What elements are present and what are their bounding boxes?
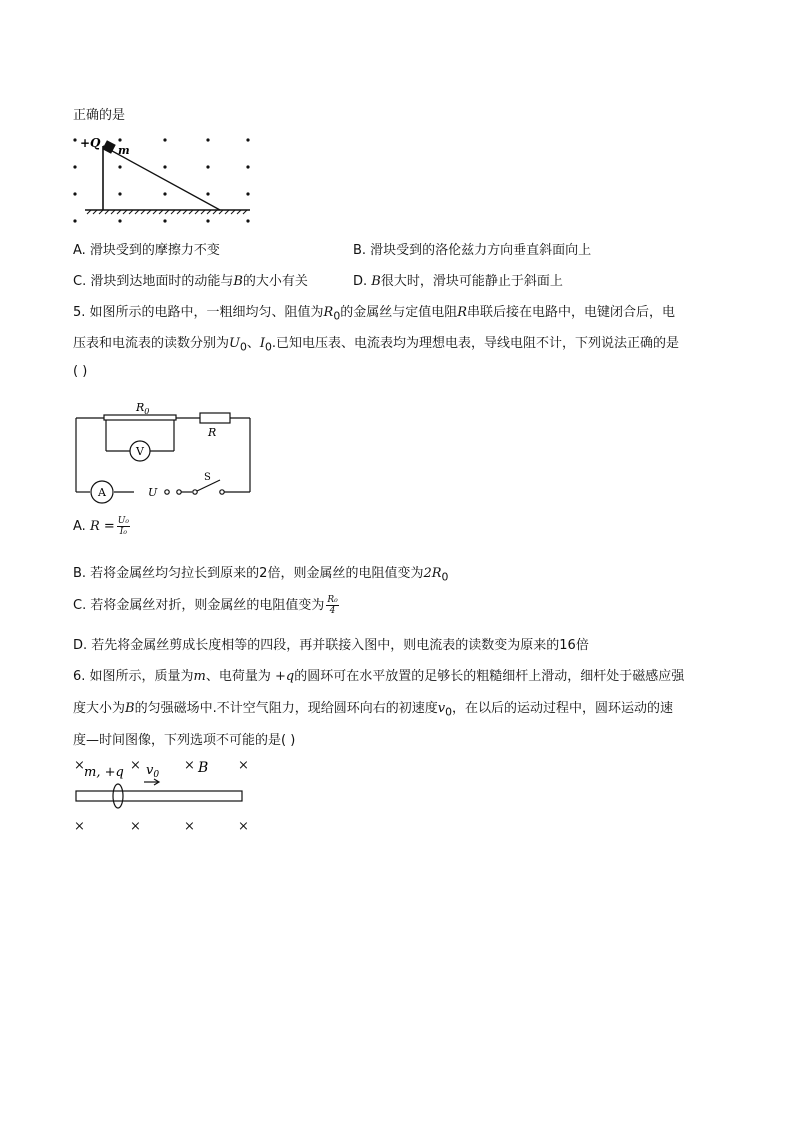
- voltmeter-label: V: [136, 445, 144, 458]
- q5-stem-line1: 5. 如图所示的电路中，一粗细均匀、阻值为$R_0$的金属丝与定值电阻R串联后接在电路中，电键闭合后，电: [73, 305, 676, 323]
- rough-rod: [76, 791, 242, 801]
- q5-option-c: C. 若将金属丝对折，则金属丝的电阻值变为 $\frac{\text{R₀}}{4}$: [73, 595, 338, 616]
- r0-label: $R_0$: [136, 401, 150, 416]
- svg-text:×: ×: [130, 819, 141, 834]
- fraction-u0-i0: $\frac{\text{U₀}}{\text{I₀}}$: [117, 516, 129, 537]
- q6-stem-line2: 度大小为B的匀强磁场中.不计空气阻力，现给圆环向右的初速度$v_0$，在以后的运动过程中，圆环运动的速: [73, 701, 673, 719]
- q5-stem-line2: 压表和电流表的读数分别为$U_0$、$I_0$.已知电压表、电流表均为理想电表，导线电阻不计，下列说法正确的是: [73, 336, 680, 354]
- q4-option-b: B. 滑块受到的洛伦兹力方向垂直斜面向上: [353, 243, 592, 258]
- q5-stem-line3: ( ): [73, 364, 88, 379]
- mass-label: m: [118, 144, 130, 157]
- q4-option-a: A. 滑块受到的摩擦力不变: [73, 243, 220, 258]
- source-terminal-left: [165, 490, 169, 494]
- svg-text:×: ×: [238, 758, 249, 773]
- q4-option-d: D. B很大时，滑块可能静止于斜面上: [353, 274, 563, 289]
- q5-circuit-diagram: [70, 396, 260, 504]
- q4-incline-figure: [70, 130, 260, 230]
- mass-charge-label: m, +q: [84, 765, 124, 780]
- svg-text:×: ×: [74, 819, 85, 834]
- switch-label: S: [204, 472, 211, 483]
- svg-text:×: ×: [74, 758, 85, 773]
- q4-intro: 正确的是: [73, 108, 126, 123]
- switch-contact: [220, 490, 224, 494]
- q5-option-b: B. 若将金属丝均匀拉长到原来的2倍，则金属丝的电阻值变为$2R_0$: [73, 566, 449, 584]
- svg-text:×: ×: [184, 758, 195, 773]
- resistor-r: [200, 413, 230, 423]
- ammeter-label: A: [98, 486, 106, 499]
- charge-label: +Q: [80, 136, 101, 150]
- b-field-label: B: [198, 760, 209, 776]
- q6-stem-line3: 度—时间图像，下列选项不可能的是( ): [73, 733, 296, 748]
- svg-text:×: ×: [130, 758, 141, 773]
- q6-stem-line1: 6. 如图所示，质量为m、电荷量为 +q的圆环可在水平放置的足够长的粗糙细杆上滑动，细杆处于磁感应强: [73, 669, 685, 684]
- velocity-label: $v_0$: [146, 763, 160, 780]
- svg-text:×: ×: [238, 819, 249, 834]
- q5-option-d: D. 若先将金属丝剪成长度相等的四段，再并联接入图中，则电流表的读数变为原来的16倍: [73, 638, 589, 653]
- q5-option-a: A. R = $\frac{\text{U₀}}{\text{I₀}}$: [73, 516, 129, 537]
- q6-ring-rod-figure: [70, 755, 260, 835]
- svg-text:×: ×: [184, 819, 195, 834]
- fraction-r0-4: $\frac{\text{R₀}}{4}$: [327, 595, 338, 616]
- r-label: R: [208, 426, 217, 439]
- q4-option-c: C. 滑块到达地面时的动能与B的大小有关: [73, 274, 308, 289]
- resistor-r0: [104, 415, 176, 420]
- source-terminal-right: [177, 490, 181, 494]
- switch-pivot: [193, 490, 197, 494]
- source-label: U: [148, 486, 158, 499]
